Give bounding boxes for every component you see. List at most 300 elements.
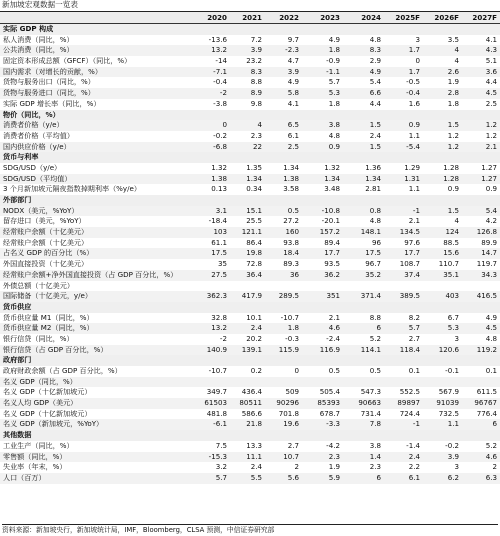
value-cell: 3.1 (215, 205, 227, 215)
table-row (0, 120, 500, 131)
value-cell: 15.6 (443, 248, 459, 258)
section-title: 物价（同比，%） (3, 109, 60, 119)
value-cell (423, 302, 462, 313)
value-cell: 2.1 (328, 312, 340, 322)
value-cell: 416.5 (476, 291, 497, 301)
value-cell: 0.34 (246, 184, 262, 194)
row-label: NODX（美元，%YoY） (3, 205, 79, 215)
table-row (0, 99, 500, 110)
value-cell: 776.4 (476, 408, 497, 418)
value-cell: 5.2 (369, 333, 381, 343)
value-cell: 36.2 (324, 269, 340, 279)
table-row (0, 398, 500, 409)
value-cell: 0.1 (408, 366, 420, 375)
value-cell (462, 355, 500, 366)
section-header-row (0, 195, 500, 206)
value-cell: 3.9 (287, 66, 299, 76)
table-row (0, 206, 500, 217)
table-row (0, 45, 500, 56)
row-label: 货币供应量 M2（同比，%） (3, 323, 94, 333)
value-cell: 1.1 (408, 130, 420, 140)
section-header-row (0, 430, 500, 441)
value-cell: 1.2 (447, 130, 459, 140)
value-cell: 27.2 (283, 216, 299, 226)
value-cell: -1.1 (326, 66, 340, 76)
table-row (0, 270, 500, 281)
value-cell: 5.7 (408, 323, 420, 333)
value-cell: -6.1 (213, 419, 227, 429)
table-row (0, 131, 500, 142)
value-cell: 567.9 (438, 387, 459, 397)
value-cell: 552.5 (399, 387, 420, 397)
value-cell (423, 110, 462, 121)
value-cell: 4.6 (328, 323, 340, 333)
value-cell: 4.1 (287, 98, 299, 108)
row-label: 消费者价格（y/e） (3, 120, 64, 130)
row-label: 固定资本形成总额（GFCF）（同比，%） (3, 56, 132, 66)
value-cell: 80511 (239, 398, 262, 408)
value-cell: 6.1 (287, 130, 299, 140)
row-label: SDG/USD（y/e） (3, 162, 62, 172)
value-cell: 8.8 (369, 312, 381, 322)
value-cell: 8.2 (408, 312, 420, 322)
value-cell: 6.7 (447, 312, 459, 322)
row-label: 货币供应量 M1（同比，%） (3, 312, 94, 322)
row-label: 银行信贷（同比，%） (3, 333, 74, 343)
table-row (0, 409, 500, 420)
value-cell: 0.5 (287, 205, 299, 215)
table-row (0, 323, 500, 334)
value-cell (462, 110, 500, 121)
value-cell: 13.2 (211, 323, 227, 333)
value-cell: 1.35 (246, 162, 262, 172)
value-cell: 5.3 (447, 323, 459, 333)
value-cell: 2.6 (447, 66, 459, 76)
value-cell: 4.7 (287, 56, 299, 66)
section-title: 实际 GDP 构成 (3, 24, 54, 33)
value-cell: 4.9 (369, 66, 381, 76)
header-year-2025f: 2025F (395, 13, 420, 22)
value-cell: 115.9 (278, 344, 299, 354)
value-cell: 10.7 (283, 451, 299, 461)
value-cell: -10.7 (280, 312, 299, 322)
row-label: 留存进口（美元，%YoY） (3, 216, 86, 226)
value-cell: 5.7 (215, 472, 227, 482)
value-cell: 114.1 (360, 344, 381, 354)
value-cell: 3 (415, 34, 420, 44)
value-cell: 5.1 (485, 56, 497, 66)
value-cell: 5.3 (328, 88, 340, 98)
table-row (0, 238, 500, 249)
value-cell: 547.3 (360, 387, 381, 397)
value-cell: -15.3 (208, 451, 227, 461)
macro-data-table (0, 11, 500, 484)
value-cell: 35 (217, 259, 227, 269)
value-cell: 2 (294, 462, 299, 472)
value-cell: 0 (294, 366, 299, 375)
value-cell: 5.8 (287, 88, 299, 98)
value-cell: 2.7 (287, 440, 299, 450)
value-cell: 7.8 (369, 419, 381, 429)
value-cell: 93.8 (283, 237, 299, 247)
value-cell (230, 110, 265, 121)
table-row (0, 473, 500, 484)
value-cell (265, 355, 302, 366)
header-label-cell (0, 12, 195, 23)
section-header-row (0, 152, 500, 163)
value-cell: 1.8 (328, 98, 340, 108)
value-cell: -0.4 (406, 88, 420, 98)
value-cell (384, 24, 423, 35)
value-cell: 2.7 (408, 333, 420, 343)
value-cell: 1.27 (481, 173, 497, 183)
value-cell (302, 152, 343, 163)
value-cell: 1.7 (408, 66, 420, 76)
value-cell: 3.2 (215, 462, 227, 472)
value-cell: 124 (445, 227, 459, 237)
value-cell: 8.3 (369, 45, 381, 55)
value-cell: 126.8 (476, 227, 497, 237)
value-cell: 0.2 (250, 366, 262, 375)
table-row (0, 227, 500, 238)
value-cell: 1.8 (447, 98, 459, 108)
value-cell: 10.1 (246, 312, 262, 322)
row-label: 政府财政余额（占 GDP 百分比，%） (3, 366, 122, 375)
table-row (0, 56, 500, 67)
row-label: 私人消费（同比，%） (3, 34, 74, 44)
value-cell: 34.3 (481, 269, 497, 279)
value-cell (265, 377, 302, 388)
value-cell: 436.4 (241, 387, 262, 397)
value-cell: 23.2 (246, 56, 262, 66)
value-cell: 119.2 (476, 344, 497, 354)
value-cell: 1.8 (287, 323, 299, 333)
value-cell: 89.4 (324, 237, 340, 247)
value-cell: 6.1 (408, 472, 420, 482)
value-cell: -0.1 (445, 366, 459, 375)
value-cell (384, 302, 423, 313)
value-cell: 96767 (474, 398, 497, 408)
value-cell (423, 152, 462, 163)
value-cell (343, 24, 384, 35)
value-cell (230, 195, 265, 206)
value-cell: 4.5 (485, 323, 497, 333)
table-header-row (0, 12, 500, 24)
value-cell: 724.4 (399, 408, 420, 418)
value-cell: 36.4 (246, 269, 262, 279)
row-label: 占名义 GDP 的百分比（%） (3, 248, 94, 258)
value-cell (302, 355, 343, 366)
value-cell: 2.3 (369, 462, 381, 472)
value-cell: 1.38 (283, 173, 299, 183)
value-cell: 90663 (358, 398, 381, 408)
value-cell: 1.2 (485, 130, 497, 140)
value-cell: 61503 (204, 398, 227, 408)
value-cell: 5.6 (287, 472, 299, 482)
value-cell (195, 281, 230, 292)
table-row (0, 88, 500, 99)
value-cell: 1.5 (369, 120, 381, 130)
table-row (0, 248, 500, 259)
value-cell: 91039 (436, 398, 459, 408)
value-cell: 1.8 (328, 45, 340, 55)
value-cell: 2.4 (250, 462, 262, 472)
value-cell: 86.4 (246, 237, 262, 247)
table-row (0, 281, 500, 292)
row-label: 失业率（年末，%） (3, 462, 67, 472)
row-label: 名义 GDP（十亿新加坡元） (3, 408, 92, 418)
value-cell (230, 152, 265, 163)
value-cell (265, 152, 302, 163)
value-cell: 1.7 (408, 45, 420, 55)
value-cell: 4.9 (328, 34, 340, 44)
value-cell (423, 355, 462, 366)
header-year-2022: 2022 (279, 13, 299, 22)
header-year-2024: 2024 (361, 13, 381, 22)
row-label: 经常账户余额（十亿美元） (3, 237, 89, 247)
value-cell: 0.9 (485, 184, 497, 194)
value-cell (195, 195, 230, 206)
value-cell: 1.9 (328, 462, 340, 472)
value-cell: 2.2 (408, 462, 420, 472)
value-cell: 6.2 (447, 472, 459, 482)
value-cell: 678.7 (319, 408, 340, 418)
document-title: 新加坡宏观数据一览表 (2, 0, 78, 9)
value-cell: 4 (257, 120, 262, 130)
value-cell: 148.1 (360, 227, 381, 237)
row-label: 货物与服务出口（同比，%） (3, 77, 95, 87)
value-cell: 417.9 (241, 291, 262, 301)
table-row (0, 174, 500, 185)
value-cell (230, 430, 265, 441)
table-row (0, 291, 500, 302)
row-label: SDG/USD（平均值） (3, 173, 72, 183)
value-cell: 3.48 (324, 184, 340, 194)
value-cell: 1.5 (369, 141, 381, 151)
header-year-2020: 2020 (207, 13, 227, 22)
value-cell (265, 24, 302, 35)
value-cell: -1.4 (406, 440, 420, 450)
table-row (0, 67, 500, 78)
value-cell (462, 302, 500, 313)
value-cell: 4.5 (485, 88, 497, 98)
row-label: 名义 GDP（同比，%） (3, 376, 77, 386)
value-cell: 3.9 (447, 451, 459, 461)
value-cell: 18.4 (283, 248, 299, 258)
table-row (0, 452, 500, 463)
value-cell (423, 377, 462, 388)
value-cell: -6.8 (213, 141, 227, 151)
value-cell: 2.5 (287, 141, 299, 151)
value-cell: 21.8 (246, 419, 262, 429)
value-cell: 505.4 (319, 387, 340, 397)
value-cell: 0.8 (369, 205, 381, 215)
value-cell: 119.7 (476, 259, 497, 269)
value-cell (384, 152, 423, 163)
value-cell: -2 (219, 333, 227, 343)
value-cell: 96.7 (365, 259, 381, 269)
value-cell: 0 (415, 56, 420, 66)
value-cell: 89.3 (283, 259, 299, 269)
value-cell: -1 (412, 205, 420, 215)
value-cell: 35.2 (365, 269, 381, 279)
value-cell (343, 281, 384, 292)
value-cell: 6 (376, 323, 381, 333)
value-cell: -7.1 (213, 66, 227, 76)
value-cell: 362.3 (206, 291, 227, 301)
value-cell: 4.9 (485, 312, 497, 322)
value-cell: 140.9 (206, 344, 227, 354)
value-cell: 289.5 (278, 291, 299, 301)
value-cell: -0.2 (445, 440, 459, 450)
value-cell: 27.5 (211, 269, 227, 279)
value-cell: 4.9 (287, 77, 299, 87)
value-cell: 22 (252, 141, 262, 151)
value-cell: 1.1 (408, 184, 420, 194)
value-cell: 3 (454, 462, 459, 472)
value-cell: 1.1 (447, 419, 459, 429)
row-label: 3 个月新加坡元隔夜指数掉期利率（%y/e） (3, 184, 141, 194)
row-label: 人口（百万） (3, 472, 46, 482)
value-cell: 3 (454, 333, 459, 343)
value-cell: 19.8 (246, 248, 262, 258)
value-cell (302, 430, 343, 441)
value-cell: 6.3 (485, 472, 497, 482)
value-cell (423, 281, 462, 292)
value-cell (384, 195, 423, 206)
value-cell: 2.3 (328, 451, 340, 461)
table-row (0, 377, 500, 388)
value-cell (302, 302, 343, 313)
table-row (0, 345, 500, 356)
value-cell: 1.36 (365, 162, 381, 172)
value-cell: 4.8 (369, 216, 381, 226)
value-cell: 17.7 (404, 248, 420, 258)
value-cell (462, 377, 500, 388)
value-cell (384, 355, 423, 366)
value-cell: -0.5 (406, 77, 420, 87)
value-cell: -13.6 (208, 34, 227, 44)
value-cell: -14 (215, 56, 227, 66)
value-cell: -4.2 (326, 440, 340, 450)
value-cell: 1.34 (246, 173, 262, 183)
value-cell: 1.2 (485, 120, 497, 130)
value-cell: -3.3 (326, 419, 340, 429)
value-cell (195, 430, 230, 441)
value-cell (302, 195, 343, 206)
table-row (0, 35, 500, 46)
value-cell: 1.2 (447, 141, 459, 151)
value-cell: 32.8 (211, 312, 227, 322)
value-cell (343, 152, 384, 163)
value-cell (195, 24, 230, 35)
value-cell: 4.1 (485, 34, 497, 44)
value-cell: -0.9 (326, 56, 340, 66)
value-cell: 1.27 (481, 162, 497, 172)
row-label: 货物与服务进口（同比，%） (3, 88, 95, 98)
value-cell (343, 195, 384, 206)
value-cell: 2.4 (250, 323, 262, 333)
value-cell: -5.4 (406, 141, 420, 151)
value-cell: 3.58 (283, 184, 299, 194)
value-cell: -0.2 (213, 130, 227, 140)
value-cell (343, 110, 384, 121)
value-cell: 1.34 (283, 162, 299, 172)
value-cell: 389.5 (399, 291, 420, 301)
value-cell: 118.4 (399, 344, 420, 354)
value-cell: 89897 (397, 398, 420, 408)
value-cell (343, 355, 384, 366)
row-label: 零售额（同比，%） (3, 451, 67, 461)
table-row (0, 313, 500, 324)
value-cell: 85393 (317, 398, 340, 408)
value-cell: 116.9 (319, 344, 340, 354)
value-cell (265, 195, 302, 206)
value-cell: 17.5 (211, 248, 227, 258)
value-cell: 2 (492, 462, 497, 472)
value-cell: 121.1 (241, 227, 262, 237)
value-cell (462, 152, 500, 163)
value-cell: 4.8 (369, 34, 381, 44)
value-cell: 481.8 (206, 408, 227, 418)
value-cell: 1.32 (211, 162, 227, 172)
value-cell: 1.28 (443, 173, 459, 183)
value-cell: 0.13 (211, 184, 227, 194)
value-cell: 3.8 (328, 120, 340, 130)
row-label: 公共消费（同比，%） (3, 45, 74, 55)
value-cell: 4 (454, 216, 459, 226)
value-cell: 72.8 (246, 259, 262, 269)
value-cell: 3.8 (369, 440, 381, 450)
section-header-row (0, 110, 500, 121)
value-cell (343, 377, 384, 388)
value-cell (384, 430, 423, 441)
value-cell: 35.1 (443, 269, 459, 279)
value-cell: 701.8 (278, 408, 299, 418)
value-cell: 1.28 (443, 162, 459, 172)
value-cell: 4.4 (369, 98, 381, 108)
section-title: 货币供应 (3, 301, 32, 311)
value-cell (302, 281, 343, 292)
value-cell (195, 355, 230, 366)
value-cell: 0.9 (328, 141, 340, 151)
row-label: 国际储备（十亿美元，y/e） (3, 291, 92, 301)
value-cell: 139.1 (241, 344, 262, 354)
value-cell: 110.7 (438, 259, 459, 269)
table-row (0, 142, 500, 153)
table-row (0, 184, 500, 195)
section-title: 货币与利率 (3, 152, 39, 162)
value-cell: 2.4 (369, 130, 381, 140)
row-label: 经常账户余额+净外国直接投资（占 GDP 百分比，%） (3, 269, 178, 279)
value-cell: 4.8 (485, 333, 497, 343)
section-header-row (0, 24, 500, 35)
table-row (0, 163, 500, 174)
value-cell (462, 281, 500, 292)
value-cell (230, 24, 265, 35)
value-cell: 0.1 (485, 366, 497, 375)
row-label: 名义 GDP（十亿新加坡元） (3, 387, 92, 397)
value-cell: 25.5 (246, 216, 262, 226)
value-cell: -2 (219, 88, 227, 98)
value-cell: 61.1 (211, 237, 227, 247)
value-cell (343, 430, 384, 441)
value-cell: 6 (376, 472, 381, 482)
section-header-row (0, 302, 500, 313)
value-cell: 19.6 (283, 419, 299, 429)
value-cell: 1.6 (408, 98, 420, 108)
value-cell: 108.7 (399, 259, 420, 269)
